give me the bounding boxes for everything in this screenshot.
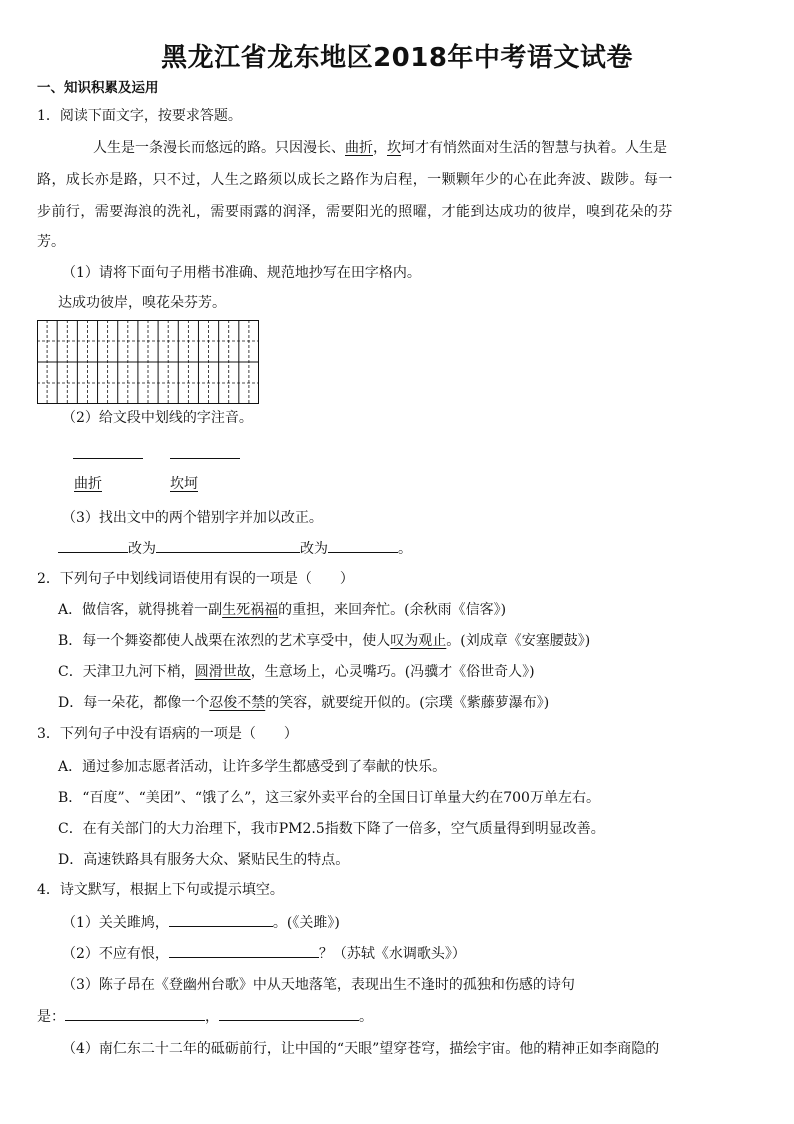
q1-sub2: （2）给文段中划线的字注音。 <box>62 410 253 426</box>
q1-sub3: （3）找出文中的两个错别字并加以改正。 <box>62 510 323 526</box>
wrong-char-blank-1[interactable] <box>58 538 128 553</box>
q2-option-a[interactable]: A．做信客，就得挑着一副生死祸福的重担，来回奔忙。(余秋雨《信客》) <box>58 602 507 618</box>
q4-item1: （1）关关雎鸠， 。(《关雎》) <box>62 912 340 933</box>
pinyin-blank-2[interactable] <box>170 458 240 459</box>
tianzige-grid[interactable] <box>37 320 259 404</box>
q3-option-b[interactable]: B．“百度”、“美团”、“饿了么”，这三家外卖平台的全国日订单量大约在700万单左右。 <box>58 790 600 806</box>
q3-option-d[interactable]: D．高速铁路具有服务大众、紧贴民生的特点。 <box>58 852 350 868</box>
q1-sub2-word1: 曲折 <box>74 476 102 492</box>
poem-blank-3[interactable] <box>65 1006 205 1021</box>
q1-passage-line3: 步前行，需要海浪的洗礼，需要雨露的润泽，需要阳光的照曜，才能到达成功的彼岸，嗅到花朵的芬 <box>37 204 673 220</box>
poem-blank-4[interactable] <box>219 1006 359 1021</box>
q1-sub1-sentence: 达成功彼岸，嗅花朵芬芳。 <box>58 295 226 311</box>
q1-stem: 1．阅读下面文字，按要求答题。 <box>37 108 242 124</box>
q1-sub3-answer: 改为 改为 。 <box>58 538 412 559</box>
pinyin-blank-1[interactable] <box>73 458 143 459</box>
q3-option-a[interactable]: A．通过参加志愿者活动，让许多学生都感受到了奉献的快乐。 <box>58 759 447 775</box>
q1-sub2-word2: 坎坷 <box>170 476 198 492</box>
poem-blank-1[interactable] <box>169 912 273 927</box>
poem-blank-2[interactable] <box>169 943 319 958</box>
underlined-char-kan: 坎 <box>387 140 401 156</box>
q1-passage-line1: 人生是一条漫长而悠远的路。只因漫长、曲折，坎坷才有悄然面对生活的智慧与执着。人生是 <box>93 140 667 156</box>
q1-passage-line4: 芳。 <box>37 234 65 250</box>
q2-option-d[interactable]: D．每一朵花，都像一个忍俊不禁的笑容，就要绽开似的。(宗璞《紫藤萝瀑布》) <box>58 695 550 711</box>
q4-stem: 4．诗文默写，根据上下句或提示填空。 <box>37 882 284 898</box>
q4-item2: （2）不应有恨， ？（苏轼《水调歌头》） <box>62 943 466 964</box>
q4-item4: （4）南仁东二十二年的砥砺前行，让中国的“天眼”望穿苍穹，描绘宇宙。他的精神正如李商隐的 <box>62 1041 660 1057</box>
page-title: 黑龙江省龙东地区2018年中考语文试卷 <box>161 43 633 73</box>
q2-stem: 2．下列句子中划线词语使用有误的一项是（ ） <box>37 571 354 587</box>
q2-option-b[interactable]: B．每一个舞姿都使人战栗在浓烈的艺术享受中，使人叹为观止。(刘成章《安塞腰鼓》) <box>58 633 591 649</box>
correct-char-blank-1[interactable] <box>156 538 300 553</box>
q1-passage-line2: 路，成长亦是路，只不过，人生之路须以成长之路作为启程，一颗颗年少的心在此奔波、跋陟。每一 <box>37 172 673 188</box>
section-heading: 一、知识积累及运用 <box>37 80 159 96</box>
q4-item3: （3）陈子昂在《登幽州台歌》中从天地落笔，表现出生不逢时的孤独和伤感的诗句 <box>62 977 575 993</box>
q4-item3-answer: 是： ， 。 <box>37 1006 373 1027</box>
correct-char-blank-2[interactable] <box>328 538 398 553</box>
q3-option-c[interactable]: C．在有关部门的大力治理下，我市PM2.5指数下降了一倍多，空气质量得到明显改善。 <box>58 821 605 837</box>
q2-option-c[interactable]: C．天津卫九河下梢，圆滑世故，生意场上，心灵嘴巧。(冯骥才《俗世奇人》) <box>58 664 535 680</box>
underlined-word-quzhe: 曲折 <box>345 140 373 156</box>
q1-sub1: （1）请将下面句子用楷书准确、规范地抄写在田字格内。 <box>62 265 421 281</box>
q3-stem: 3．下列句子中没有语病的一项是（ ） <box>37 726 298 742</box>
